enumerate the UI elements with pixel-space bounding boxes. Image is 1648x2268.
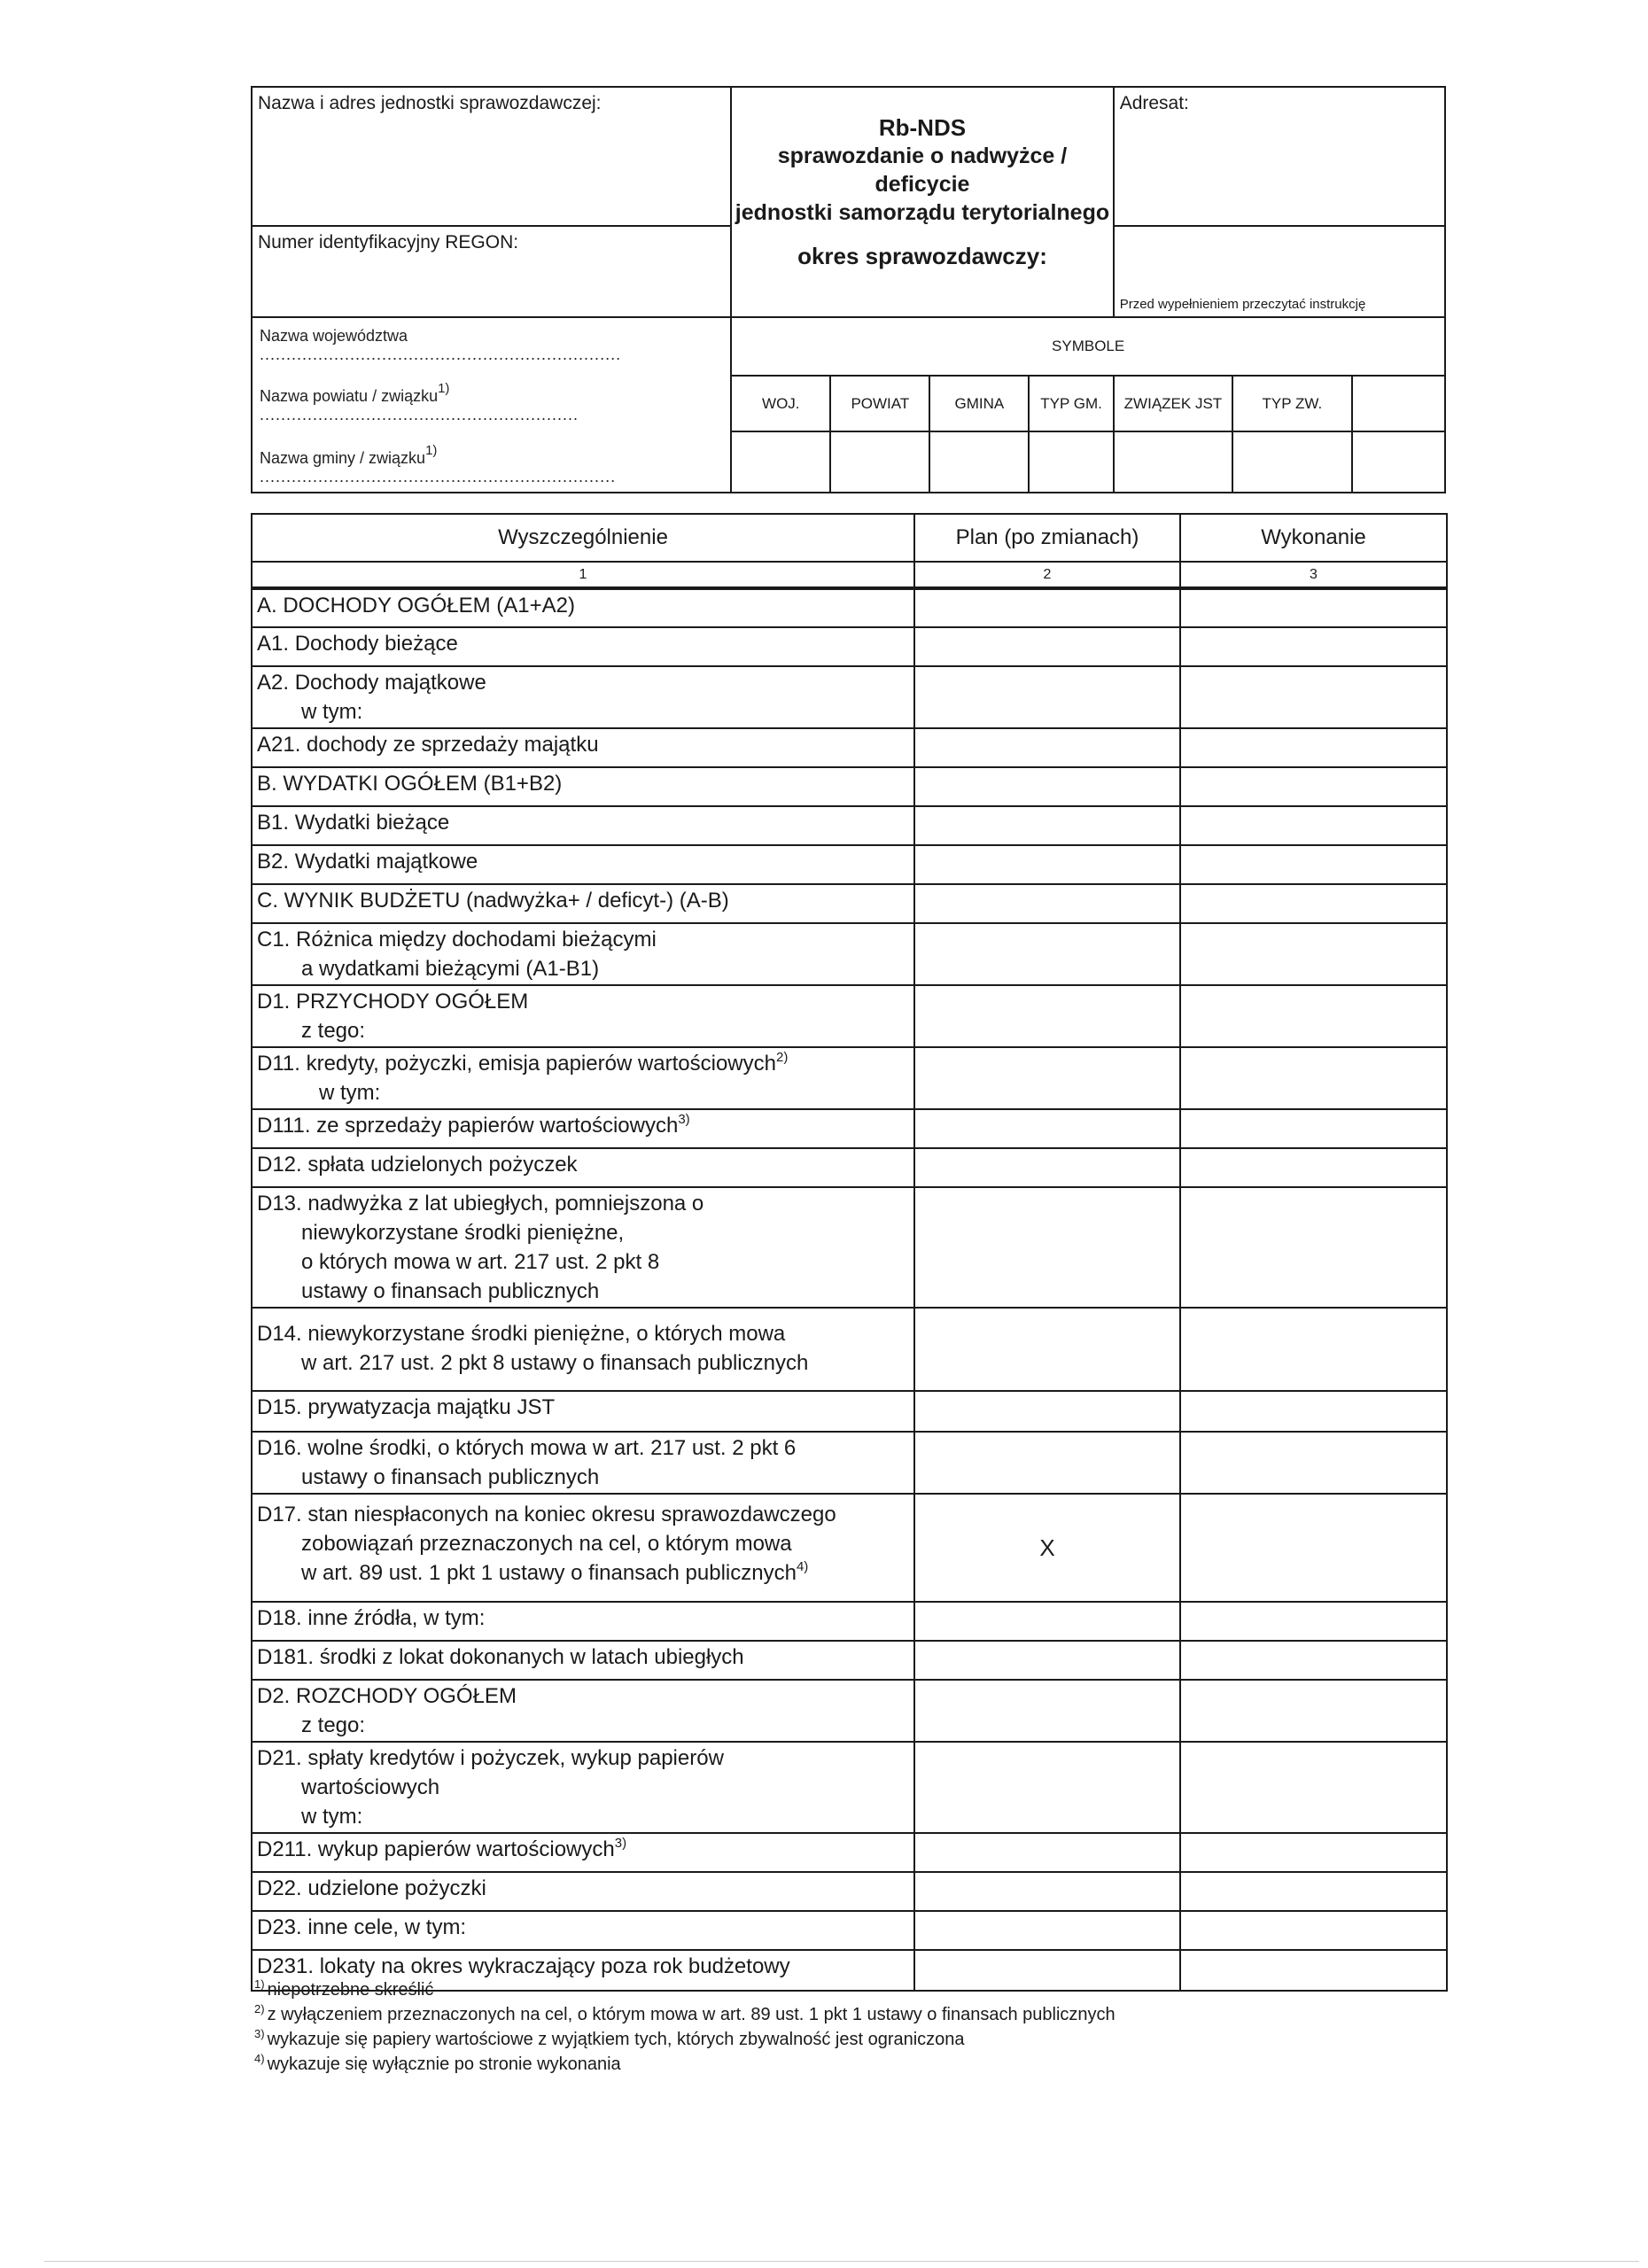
footnote-3-mark: 3) bbox=[254, 2027, 265, 2040]
symbol-gmina-header: GMINA bbox=[929, 376, 1029, 431]
footnote-2-text: z wyłączeniem przeznaczonych na cel, o którym mowa w art. 89 ust. 1 pkt 1 ustawy o finansach publicznych bbox=[267, 2005, 1116, 2024]
county-name-field[interactable] bbox=[253, 382, 730, 430]
addressee-label: Adresat: bbox=[1119, 93, 1189, 113]
row-label-D21 bbox=[252, 1742, 914, 1833]
plan-cell-D14[interactable] bbox=[914, 1308, 1180, 1391]
col-header-plan: Plan (po zmianach) bbox=[914, 514, 1180, 562]
table-row bbox=[252, 1641, 1447, 1680]
plan-cell-A[interactable] bbox=[914, 588, 1180, 627]
plan-cell-D15[interactable] bbox=[914, 1391, 1180, 1432]
col-number-3: 3 bbox=[1180, 562, 1447, 588]
commune-footnote-mark: 1) bbox=[425, 443, 438, 458]
plan-cell-C[interactable] bbox=[914, 884, 1180, 923]
table-row bbox=[252, 1109, 1447, 1148]
row-label-D17-line-3 bbox=[257, 1558, 913, 1588]
table-row bbox=[252, 884, 1447, 923]
commune-name-field[interactable] bbox=[253, 444, 730, 492]
execution-cell-D18[interactable] bbox=[1180, 1602, 1447, 1641]
row-label-D15: D15. prywatyzacja majątku JST bbox=[252, 1391, 914, 1432]
plan-cell-B[interactable] bbox=[914, 767, 1180, 806]
execution-cell-D11[interactable] bbox=[1180, 1047, 1447, 1109]
row-label-D21-line-1: D21. spłaty kredytów i pożyczek, wykup papierów bbox=[257, 1746, 724, 1770]
plan-cell-A2[interactable] bbox=[914, 666, 1180, 728]
plan-cell-B2[interactable] bbox=[914, 845, 1180, 884]
commune-dots: ................................................................... bbox=[260, 468, 617, 485]
form-title-line-2: jednostki samorządu terytorialnego bbox=[735, 200, 1110, 225]
table-row bbox=[252, 1391, 1447, 1432]
row-label-D11-line-2: w tym: bbox=[319, 1081, 381, 1105]
row-label-D1-line-2: z tego: bbox=[301, 1019, 366, 1043]
symbol-powiat-header: POWIAT bbox=[830, 376, 929, 431]
table-row bbox=[252, 806, 1447, 845]
row-label-D13 bbox=[252, 1187, 914, 1308]
plan-cell-D181[interactable] bbox=[914, 1641, 1180, 1680]
row-label-D12: D12. spłata udzielonych pożyczek bbox=[252, 1148, 914, 1187]
execution-cell-D12[interactable] bbox=[1180, 1148, 1447, 1187]
row-label-D14-line-2: w art. 217 ust. 2 pkt 8 ustawy o finansach publicznych bbox=[301, 1351, 809, 1375]
plan-cell-D23[interactable] bbox=[914, 1911, 1180, 1950]
col-number-2: 2 bbox=[914, 562, 1180, 588]
table-row bbox=[252, 767, 1447, 806]
execution-cell-C1[interactable] bbox=[1180, 923, 1447, 985]
row-label-D2-line-2: z tego: bbox=[301, 1713, 366, 1737]
form-title-block bbox=[731, 87, 1113, 317]
footnotes bbox=[254, 1977, 1116, 2077]
symbol-zwiazek-jst-header: ZWIĄZEK JST bbox=[1114, 376, 1232, 431]
table-row bbox=[252, 1680, 1447, 1742]
row-label-D16-line-1: D16. wolne środki, o których mowa w art. 217 ust. 2 pkt 6 bbox=[257, 1436, 797, 1460]
footnote-mark-2: 2) bbox=[775, 1050, 789, 1065]
table-row bbox=[252, 1742, 1447, 1833]
table-row bbox=[252, 1872, 1447, 1911]
execution-cell-B1[interactable] bbox=[1180, 806, 1447, 845]
row-label-D21-line-2: wartościowych bbox=[301, 1775, 440, 1799]
row-label-D23: D23. inne cele, w tym: bbox=[252, 1911, 914, 1950]
regon-label: Numer identyfikacyjny REGON: bbox=[258, 232, 519, 252]
reporting-unit-name-field[interactable] bbox=[252, 87, 731, 226]
col-number-1: 1 bbox=[252, 562, 914, 588]
footnote-3-text: wykazuje się papiery wartościowe z wyjątkiem tych, których zbywalność jest ograniczona bbox=[267, 2030, 965, 2049]
row-label-C: C. WYNIK BUDŻETU (nadwyżka+ / deficyt-) (A-B) bbox=[252, 884, 914, 923]
row-label-D231: D231. lokaty na okres wykraczający poza rok budżetowy bbox=[252, 1950, 914, 1991]
footnote-2 bbox=[254, 2002, 1116, 2027]
footnote-4-text: wykazuje się wyłącznie po stronie wykonania bbox=[267, 2054, 621, 2074]
row-label-D16-line-2: ustawy o finansach publicznych bbox=[301, 1465, 600, 1489]
row-label-D211 bbox=[252, 1833, 914, 1872]
page-bottom-divider bbox=[44, 2261, 1639, 2262]
form-header bbox=[251, 86, 1446, 493]
row-label-D14-line-1: D14. niewykorzystane środki pieniężne, o których mowa bbox=[257, 1322, 786, 1346]
footnote-1 bbox=[254, 1977, 1116, 2002]
footnote-1-mark: 1) bbox=[254, 1977, 265, 1991]
commune-label: Nazwa gminy / związku bbox=[260, 449, 426, 467]
plan-cell-D18[interactable] bbox=[914, 1602, 1180, 1641]
plan-cell-D12[interactable] bbox=[914, 1148, 1180, 1187]
row-label-A2 bbox=[252, 666, 914, 728]
row-label-A21: A21. dochody ze sprzedaży majątku bbox=[252, 728, 914, 767]
regon-field[interactable] bbox=[252, 226, 731, 317]
table-row bbox=[252, 728, 1447, 767]
row-label-B: B. WYDATKI OGÓŁEM (B1+B2) bbox=[252, 767, 914, 806]
table-row bbox=[252, 1833, 1447, 1872]
row-label-C1-line-2: a wydatkami bieżącymi (A1-B1) bbox=[301, 957, 600, 981]
execution-cell-A2[interactable] bbox=[1180, 666, 1447, 728]
row-label-D111 bbox=[252, 1109, 914, 1148]
row-label-A1: A1. Dochody bieżące bbox=[252, 627, 914, 666]
execution-cell-A21[interactable] bbox=[1180, 728, 1447, 767]
table-row bbox=[252, 1911, 1447, 1950]
execution-cell-D13[interactable] bbox=[1180, 1187, 1447, 1308]
row-label-D11-text: D11. kredyty, pożyczki, emisja papierów wartościowych bbox=[257, 1052, 776, 1076]
symbol-gmina-field[interactable] bbox=[929, 431, 1029, 493]
execution-cell-D111[interactable] bbox=[1180, 1109, 1447, 1148]
region-names-block bbox=[252, 317, 731, 493]
plan-cell-D211[interactable] bbox=[914, 1833, 1180, 1872]
execution-cell-D17[interactable] bbox=[1180, 1494, 1447, 1602]
execution-cell-D1[interactable] bbox=[1180, 985, 1447, 1047]
symbol-woj-header: WOJ. bbox=[731, 376, 830, 431]
execution-cell-D14[interactable] bbox=[1180, 1308, 1447, 1391]
table-row bbox=[252, 1602, 1447, 1641]
plan-cell-D2[interactable] bbox=[914, 1680, 1180, 1742]
symbol-typ-zw-header: TYP ZW. bbox=[1232, 376, 1351, 431]
plan-cell-D17-crossed: X bbox=[914, 1494, 1180, 1602]
addressee-field[interactable] bbox=[1114, 87, 1445, 226]
execution-cell-D15[interactable] bbox=[1180, 1391, 1447, 1432]
row-label-A2-line-1: A2. Dochody majątkowe bbox=[257, 671, 486, 695]
footnote-4 bbox=[254, 2052, 1116, 2077]
execution-cell-B2[interactable] bbox=[1180, 845, 1447, 884]
row-label-D17-text: w art. 89 ust. 1 pkt 1 ustawy o finansach publicznych bbox=[301, 1561, 797, 1585]
execution-cell-D211[interactable] bbox=[1180, 1833, 1447, 1872]
plan-cell-D13[interactable] bbox=[914, 1187, 1180, 1308]
row-label-D17-line-2: zobowiązań przeznaczonych na cel, o którym mowa bbox=[301, 1532, 792, 1556]
execution-cell-D2[interactable] bbox=[1180, 1680, 1447, 1742]
execution-cell-C[interactable] bbox=[1180, 884, 1447, 923]
table-row bbox=[252, 985, 1447, 1047]
row-label-D17-line-1: D17. stan niespłaconych na koniec okresu sprawozdawczego bbox=[257, 1503, 836, 1526]
col-header-description: Wyszczególnienie bbox=[252, 514, 914, 562]
footnote-4-mark: 4) bbox=[254, 2052, 265, 2065]
plan-cell-D21[interactable] bbox=[914, 1742, 1180, 1833]
symbol-powiat-field[interactable] bbox=[830, 431, 929, 493]
row-label-D11 bbox=[252, 1047, 914, 1109]
footnote-mark-3: 3) bbox=[678, 1112, 690, 1127]
row-label-D2 bbox=[252, 1680, 914, 1742]
footnote-2-mark: 2) bbox=[254, 2002, 265, 2016]
row-label-D22: D22. udzielone pożyczki bbox=[252, 1872, 914, 1911]
form-title-line-1: sprawozdanie o nadwyżce / deficycie bbox=[777, 144, 1068, 197]
plan-cell-A21[interactable] bbox=[914, 728, 1180, 767]
voivodeship-dots: .................................................................... bbox=[260, 346, 622, 363]
table-row bbox=[252, 1494, 1447, 1602]
execution-cell-D181[interactable] bbox=[1180, 1641, 1447, 1680]
row-label-D1-line-1: D1. PRZYCHODY OGÓŁEM bbox=[257, 990, 529, 1014]
row-label-D211-text: D211. wykup papierów wartościowych bbox=[257, 1837, 615, 1861]
row-label-D13-line-3: o których mowa w art. 217 ust. 2 pkt 8 bbox=[301, 1250, 660, 1274]
form-code: Rb-NDS bbox=[878, 114, 967, 141]
symbol-zwiazek-jst-field[interactable] bbox=[1114, 431, 1232, 493]
row-label-C1-line-1: C1. Różnica między dochodami bieżącymi bbox=[257, 928, 657, 951]
column-number-row bbox=[252, 562, 1447, 588]
plan-cell-A1[interactable] bbox=[914, 627, 1180, 666]
row-label-D11-line-1 bbox=[257, 1049, 913, 1078]
execution-cell-D22[interactable] bbox=[1180, 1872, 1447, 1911]
budget-result-table bbox=[251, 513, 1448, 1992]
table-row bbox=[252, 923, 1447, 985]
row-label-B2: B2. Wydatki majątkowe bbox=[252, 845, 914, 884]
row-label-D111-text: D111. ze sprzedaży papierów wartościowych bbox=[257, 1114, 679, 1138]
table-row bbox=[252, 1432, 1447, 1494]
table-row bbox=[252, 1148, 1447, 1187]
symbol-woj-field[interactable] bbox=[731, 431, 830, 493]
symbol-typ-gm-header: TYP GM. bbox=[1029, 376, 1113, 431]
row-label-D21-line-3: w tym: bbox=[301, 1805, 363, 1829]
row-label-D16 bbox=[252, 1432, 914, 1494]
row-label-D181: D181. środki z lokat dokonanych w latach ubiegłych bbox=[252, 1641, 914, 1680]
plan-cell-B1[interactable] bbox=[914, 806, 1180, 845]
row-label-C1 bbox=[252, 923, 914, 985]
plan-cell-D1[interactable] bbox=[914, 985, 1180, 1047]
row-label-B1: B1. Wydatki bieżące bbox=[252, 806, 914, 845]
row-label-D14 bbox=[252, 1308, 914, 1391]
county-dots: ............................................................ bbox=[260, 406, 579, 423]
table-row bbox=[252, 1308, 1447, 1391]
table-row bbox=[252, 1187, 1447, 1308]
table-row bbox=[252, 845, 1447, 884]
column-header-row bbox=[252, 514, 1447, 562]
execution-cell-D16[interactable] bbox=[1180, 1432, 1447, 1494]
table-row bbox=[252, 588, 1447, 627]
row-label-D13-line-4: ustawy o finansach publicznych bbox=[301, 1279, 600, 1303]
footnote-1-text: niepotrzebne skreślić bbox=[267, 1980, 434, 2000]
plan-cell-C1[interactable] bbox=[914, 923, 1180, 985]
footnote-mark-4: 4) bbox=[796, 1559, 809, 1574]
plan-cell-D22[interactable] bbox=[914, 1872, 1180, 1911]
symbol-header-spacer bbox=[1352, 376, 1445, 431]
reporting-unit-label: Nazwa i adres jednostki sprawozdawczej: bbox=[258, 93, 602, 113]
symbols-title: SYMBOLE bbox=[731, 317, 1445, 376]
execution-cell-D23[interactable] bbox=[1180, 1911, 1447, 1950]
row-label-D2-line-1: D2. ROZCHODY OGÓŁEM bbox=[257, 1684, 517, 1708]
row-label-D18: D18. inne źródła, w tym: bbox=[252, 1602, 914, 1641]
row-label-A2-line-2: w tym: bbox=[301, 700, 363, 724]
footnote-mark-3b: 3) bbox=[614, 1836, 627, 1851]
footnote-3 bbox=[254, 2027, 1116, 2052]
instruction-note-cell bbox=[1114, 226, 1445, 317]
execution-cell-D231[interactable] bbox=[1180, 1950, 1447, 1991]
plan-cell-D16[interactable] bbox=[914, 1432, 1180, 1494]
row-label-D13-line-2: niewykorzystane środki pieniężne, bbox=[301, 1221, 625, 1245]
plan-cell-D11[interactable] bbox=[914, 1047, 1180, 1109]
reporting-period-label: okres sprawozdawczy: bbox=[797, 243, 1047, 269]
symbol-extra-field[interactable] bbox=[1352, 431, 1445, 493]
execution-cell-D21[interactable] bbox=[1180, 1742, 1447, 1833]
county-footnote-mark: 1) bbox=[438, 381, 450, 396]
row-label-D13-line-1: D13. nadwyżka z lat ubiegłych, pomniejszona o bbox=[257, 1192, 704, 1216]
instruction-note: Przed wypełnieniem przeczytać instrukcję bbox=[1119, 297, 1366, 312]
execution-cell-B[interactable] bbox=[1180, 767, 1447, 806]
col-header-execution: Wykonanie bbox=[1180, 514, 1447, 562]
voivodeship-name-field[interactable] bbox=[253, 322, 730, 369]
symbol-typ-zw-field[interactable] bbox=[1232, 431, 1351, 493]
row-label-A: A. DOCHODY OGÓŁEM (A1+A2) bbox=[252, 588, 914, 627]
row-label-D1 bbox=[252, 985, 914, 1047]
symbol-typ-gm-field[interactable] bbox=[1029, 431, 1113, 493]
row-label-D17 bbox=[252, 1494, 914, 1602]
execution-cell-A1[interactable] bbox=[1180, 627, 1447, 666]
table-row bbox=[252, 666, 1447, 728]
voivodeship-label: Nazwa województwa bbox=[260, 327, 408, 345]
county-label: Nazwa powiatu / związku bbox=[260, 387, 439, 405]
table-row bbox=[252, 627, 1447, 666]
execution-cell-A[interactable] bbox=[1180, 588, 1447, 627]
table-row bbox=[252, 1047, 1447, 1109]
plan-cell-D111[interactable] bbox=[914, 1109, 1180, 1148]
